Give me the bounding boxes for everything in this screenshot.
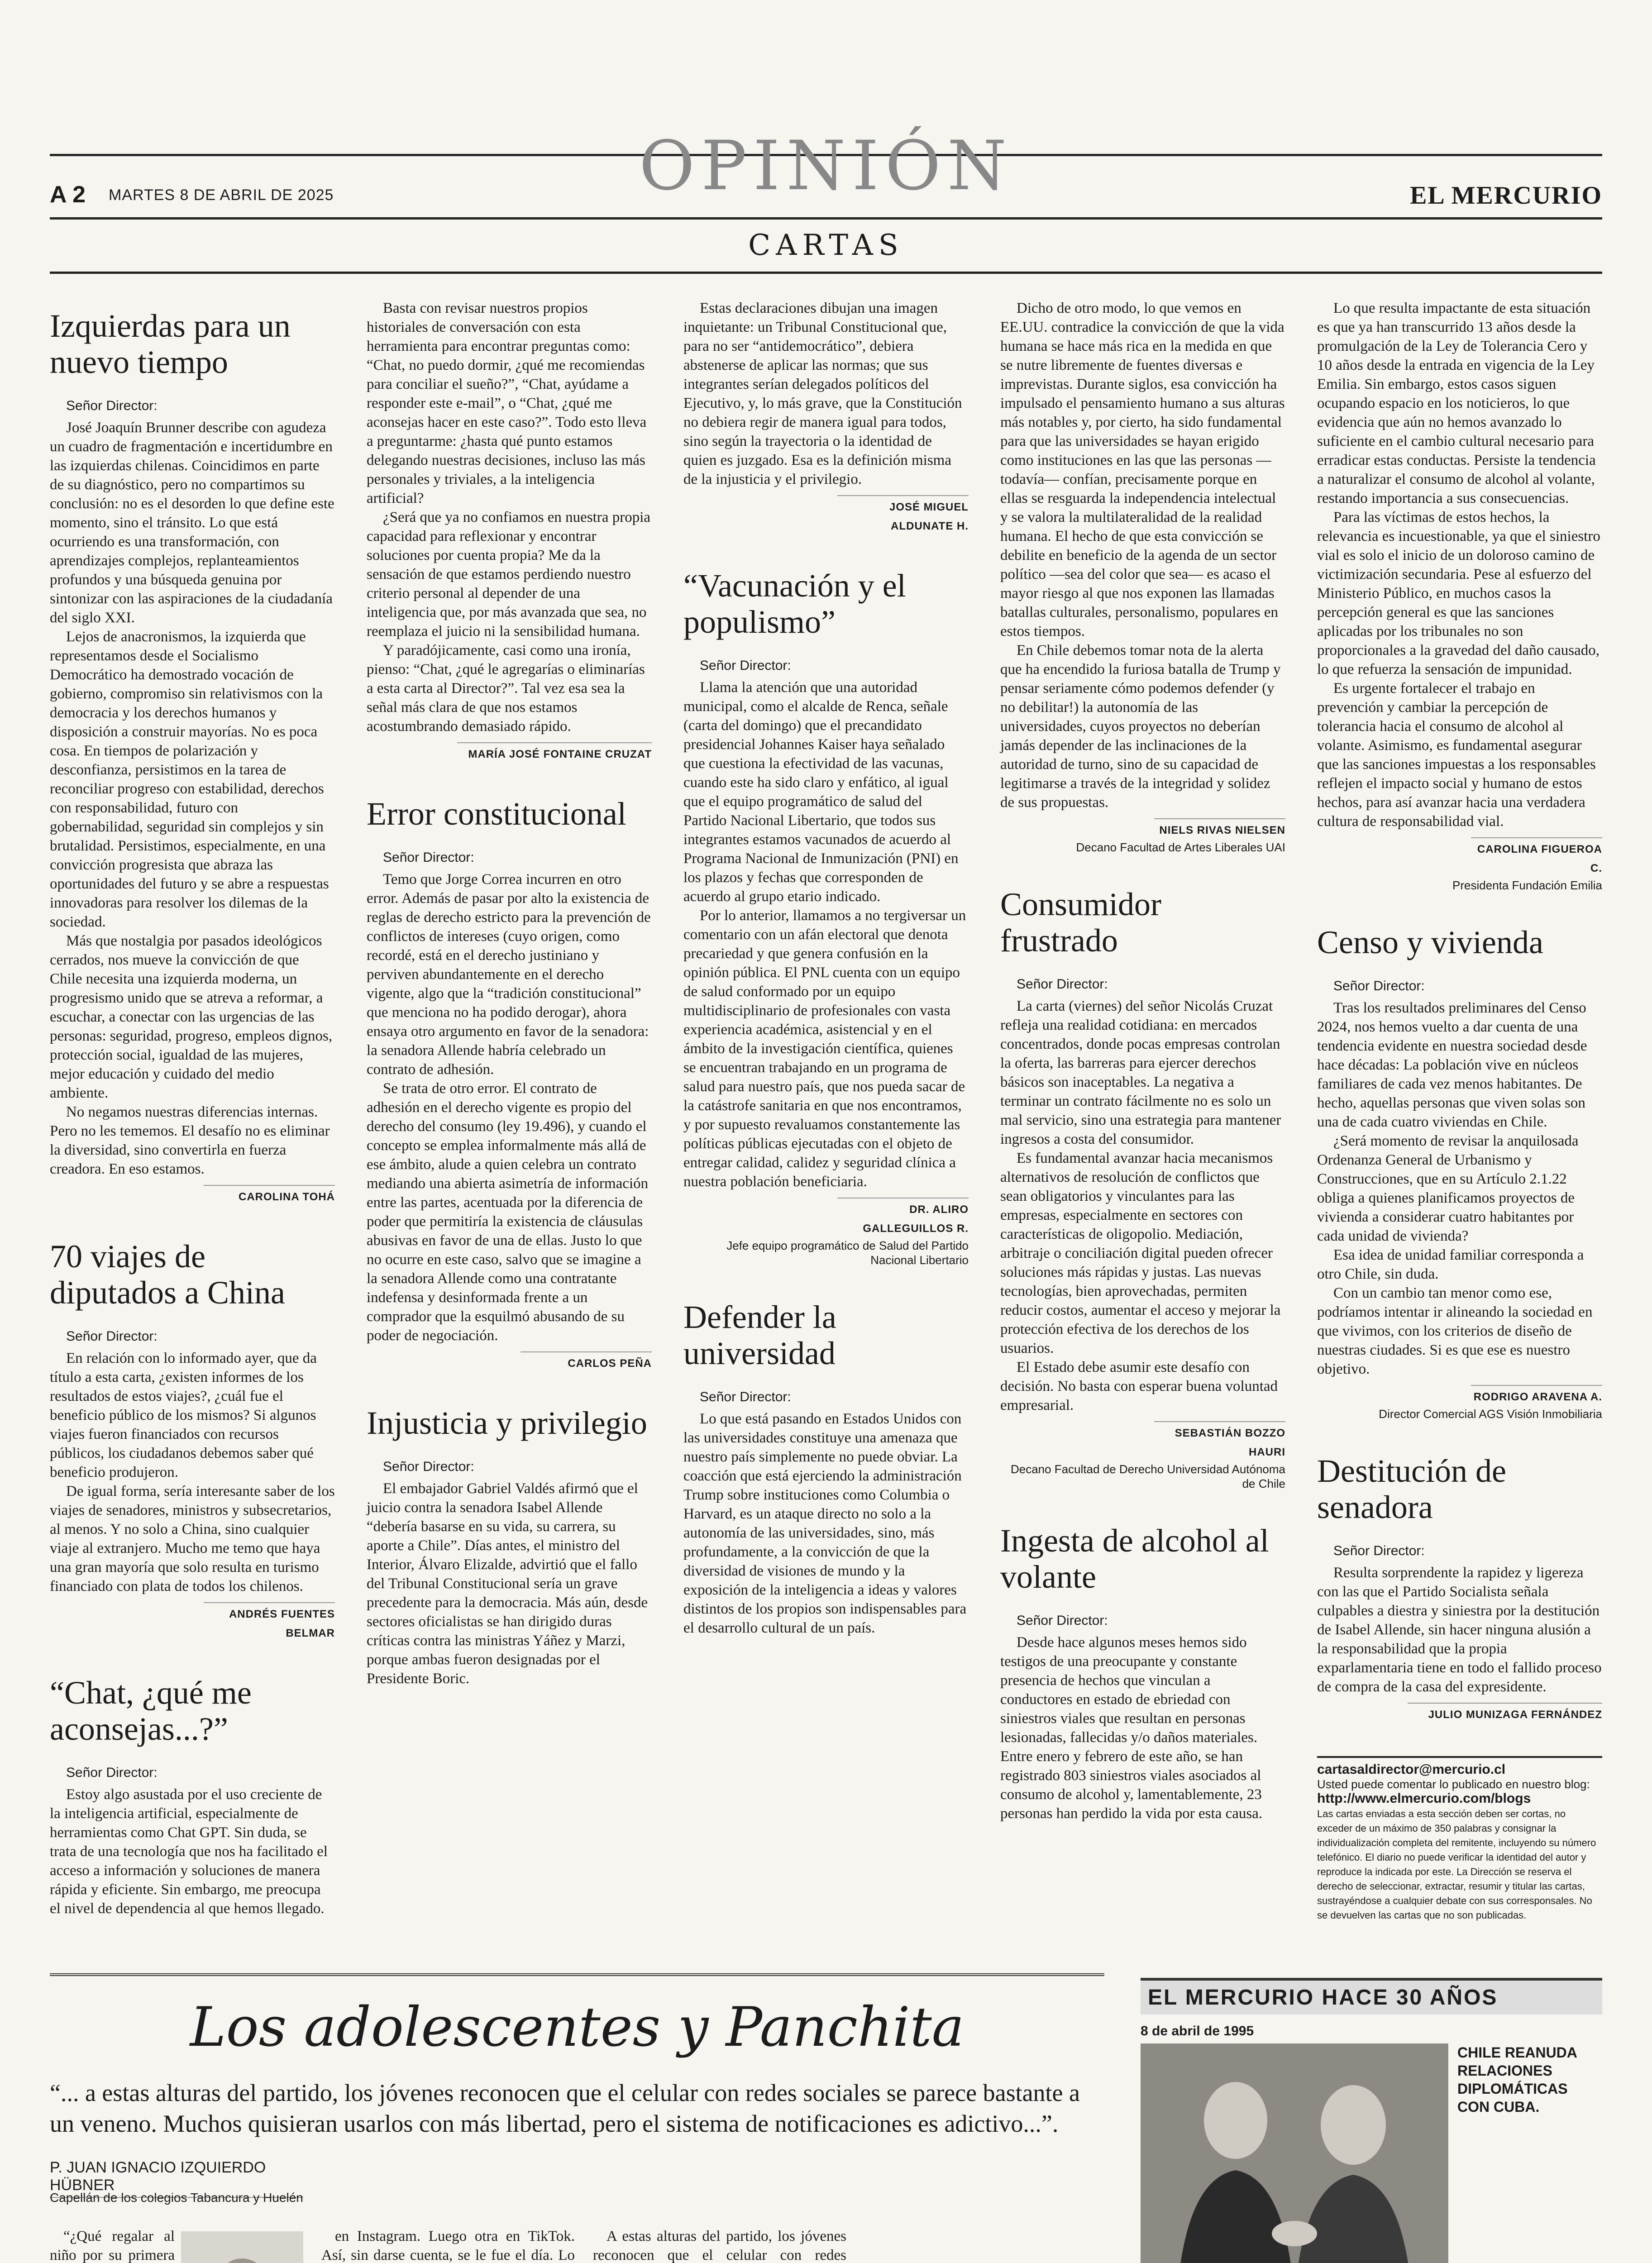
letter-salute: Señor Director:	[383, 850, 474, 865]
column-paragraph: “¿Qué regalar al niño por su primera	[50, 2228, 175, 2263]
letter-paragraph: Para las víctimas de estos hechos, la relevancia es incuestionable, ya que el siniestro vial es solo el inicio de un doloroso camino de victimización secundaria. Pese al esfuerzo del Ministerio Público, en muchos casos la percepción general es que las sanciones aplicadas por los tribunales no son proporcionales a la gravedad del daño causado, lo que refuerza la sensación de impunidad.	[1317, 509, 1600, 678]
letter-paragraph: El embajador Gabriel Valdés afirmó que el juicio contra la senadora Isabel Allende “debería basarse en su vida, su carrera, su aporte a Chile”. Días antes, el ministro del Interior, Álvaro Elizalde, advirtió que el fallo del Tribunal Constitucional sería un grave precedente para la democracia. Más aún, desde sectores oficialistas se han dirigido duras críticas contra las ministras Yáñez y Marzi, porque ambas fueron designadas por el Presidente Boric.	[367, 1480, 648, 1687]
letter-paragraph: Estas declaraciones dibujan una imagen inquietante: un Tribunal Constitucional que, para no ser “antidemocrático”, debiera abstenerse de aplicar las normas; que sus integrantes serían delegados políticos del Ejecutivo, y, lo más grave, que la Constitución no debiera regir de manera igual para todos, sino según la trayectoria o la identidad de quien es juzgado. Esa es la definición misma de la injusticia y el privilegio.	[683, 300, 962, 487]
newspaper-page	[50, 0, 1602, 2263]
letter-paragraph: Resulta sorprendente la rapidez y ligereza con las que el Partido Socialista señala culpables a diestra y siniestra por la destitución de Isabel Allende, sin hacer ninguna alusión a la responsabilidad que la propia exparlamentaria tiene en todo el fallido proceso de compra de la casa del expresidente.	[1317, 1565, 1602, 1695]
letter-salute: Señor Director:	[66, 398, 158, 413]
letter-title: Defender la universidad	[683, 1299, 836, 1371]
author-name: P. JUAN IGNACIO IZQUIERDO HÜBNER	[50, 2159, 303, 2198]
column-paragraph: en Instagram. Luego otra en TikTok. Así, sin darse cuenta, se le fue el día. Lo	[321, 2228, 575, 2263]
letter-paragraph: José Joaquín Brunner describe con agudeza un cuadro de fragmentación e incertidumbre en las izquierdas chilenas. Coincidimos en parte de su diagnóstico, pero no compartimos su conclusión: no es el desorden lo que define este momento, sino el tránsito. Lo que está ocurriendo es una transformación, con aprendizajes complejos, replanteamientos profundos y una búsqueda genuina por sintonizar con las aspiraciones de la ciudadanía del siglo XXI.	[50, 420, 334, 626]
letter-salute: Señor Director:	[1017, 1613, 1108, 1628]
handshake-photo-icon	[1141, 2043, 1448, 2263]
letter	[1000, 1523, 1285, 1823]
letter-title: Ingesta de alcohol al volante	[1000, 1523, 1269, 1595]
author-photo-icon	[181, 2231, 303, 2263]
letter-paragraph: Estoy algo asustada por el uso creciente de la inteligencia artificial, especialmente de herramientas como Chat GPT. Sin duda, se trata de una tecnología que nos ha facilitado el acceso a información y soluciones de manera rápida y eficiente. Sin embargo, me preocupa el nivel de dependencia al que hemos llegado.	[50, 1786, 328, 1917]
letter-salute: Señor Director:	[1333, 979, 1425, 993]
letter-salute: Señor Director:	[700, 1389, 791, 1404]
letter-salute: Señor Director:	[1333, 1543, 1425, 1558]
letter-continued	[1000, 299, 1285, 855]
contact-line: Usted puede comentar lo publicado en nuestro blog:	[1317, 1777, 1590, 1791]
letter	[683, 1299, 969, 1638]
letter-paragraph: Es fundamental avanzar hacia mecanismos alternativos de resolución de conflictos que sean obligatorios y vinculantes para las empresas, especialmente en sectores con características de oligopolio. Mediación, arbitraje o conciliación digital pueden ofrecer soluciones más rápidas y justas. Las nuevas tecnologías, bien aprovechadas, permiten reducir costos, aumentar el acceso y mejorar la protección efectiva de los derechos de los usuarios.	[1000, 1150, 1281, 1356]
letter-signature: CAROLINA TOHÁ	[204, 1185, 335, 1207]
letter	[1000, 886, 1285, 1491]
letter-title: Consumidor frustrado	[1000, 886, 1162, 959]
letter-paragraph: De igual forma, sería interesante saber de los viajes de senadores, ministros y subsecretarios, al menos. Y no solo a China, sino cualquier viaje al extranjero. Mucho me temo que haya una gran mayoría que solo resulta en turismo financiado con plata de todos los chilenos.	[50, 1483, 335, 1595]
letter-signature: CAROLINA FIGUEROA C.	[1471, 837, 1602, 878]
subsection-title: CARTAS	[748, 229, 904, 262]
letter	[50, 1675, 335, 1918]
letter-title: 70 viajes de diputados a China	[50, 1238, 285, 1311]
newspaper-brand: EL MERCURIO	[1410, 181, 1602, 210]
letter-salute: Señor Director:	[1017, 977, 1108, 992]
column-title: Los adolescentes y Panchita	[190, 1996, 964, 2059]
letter-title: Destitución de senadora	[1317, 1453, 1506, 1525]
page-number: A 2	[50, 181, 86, 208]
contact-rules: Las cartas enviadas a esta sección deben ser cortas, no exceder de un máximo de 350 palabras y consignar la individualización completa del remitente, incluyendo su número telefónico. El diario no puede verificar la identidad del autor y reproduce la indicada por este. La Dirección se reserva el derecho de seleccionar, extractar, resumir y titular las cartas, sustrayéndose a cualquier debate con sus corresponsales. No se devuelven las cartas que no son publicadas.	[1317, 1808, 1596, 1921]
history-sidebar	[1141, 1978, 1602, 2263]
contact-email[interactable]: cartasaldirector@mercurio.cl	[1317, 1762, 1506, 1777]
letter-signature: RODRIGO ARAVENA A.	[1471, 1385, 1602, 1407]
letter-signer-role: Decano Facultad de Artes Liberales UAI	[1076, 840, 1285, 854]
author-role: Capellán de los colegios Tabancura y Huelén	[50, 2191, 303, 2205]
letter-title: “Vacunación y el populismo”	[683, 568, 906, 640]
letter-signature: JOSÉ MIGUEL ALDUNATE H.	[837, 495, 969, 536]
letter-title: “Chat, ¿qué me aconsejas...?”	[50, 1675, 252, 1747]
letter-paragraph: En Chile debemos tomar nota de la alerta que ha encendido la furiosa batalla de Trump y pensar seriamente cómo podemos defender (y no debilitar!) la autonomía de las universidades, cuyos proyectos no deberían jamás depender de las inclinaciones de la autoridad de turno, sino de su capacidad de legitimarse a través de la integridad y solidez de sus propuestas.	[1000, 642, 1281, 811]
letter-salute: Señor Director:	[700, 658, 791, 673]
letter-salute: Señor Director:	[66, 1765, 158, 1780]
letters-column-1	[50, 299, 335, 1950]
column-body-1	[50, 2227, 303, 2263]
letter-signer-role: Jefe equipo programático de Salud del Partido Nacional Libertario	[726, 1239, 969, 1267]
letter-continued	[367, 299, 652, 764]
column-pull-quote: “... a estas alturas del partido, los jóvenes reconocen que el celular con redes sociales se parece bastante a un veneno. Muchos quisieran usarlos con más libertad, pero el sistema de notificaciones es adictivo...”.	[50, 2079, 1080, 2137]
lead-story	[1457, 2043, 1602, 2116]
author-portrait	[181, 2231, 303, 2263]
letter-paragraph: Es urgente fortalecer el trabajo en prevención y cambiar la percepción de tolerancia hacia el consumo de alcohol al volante. Asimismo, es fundamental asegurar que las sanciones impuestas a los responsables reflejen el impacto social y humano de estos hechos, para así avanzar hacia una verdadera cultura de responsabilidad vial.	[1317, 680, 1596, 830]
letter-signature: MARÍA JOSÉ FONTAINE CRUZAT	[457, 742, 652, 764]
letter-signature: DR. ALIRO GALLEGUILLOS R.	[837, 1198, 969, 1238]
letter	[50, 308, 335, 1207]
letter-signature: NIELS RIVAS NIELSEN	[1154, 818, 1285, 840]
letter-signature: SEBASTIÁN BOZZO HAURI	[1154, 1421, 1285, 1462]
column-paragraph: A estas alturas del partido, los jóvenes reconocen que el celular con redes	[593, 2228, 846, 2263]
issue-date: MARTES 8 DE ABRIL DE 2025	[109, 186, 334, 204]
column-body-3	[593, 2227, 846, 2263]
letter	[683, 568, 969, 1267]
section-name: OPINIÓN	[639, 127, 1013, 205]
lead-block	[1141, 2043, 1602, 2263]
letter	[1317, 924, 1602, 1421]
letter-paragraph: Tras los resultados preliminares del Censo 2024, nos hemos vuelto a dar cuenta de una tendencia evidente en nuestra sociedad desde hace décadas: La población vive en núcleos familiares de cada vez menos habitantes. De hecho, aquellas personas que viven solas son una de cada cuatro viviendas en Chile.	[1317, 1000, 1587, 1130]
letter	[50, 1238, 335, 1643]
letter-paragraph: Por lo anterior, llamamos a no tergiversar un comentario con un afán electoral que denota precariedad y que genera confusión en la opinión pública. El PNL cuenta con un equipo de salud conformado por un equipo multidisciplinario de profesionales con vasta experiencia académica, asistencial y en el ámbito de la investigación científica, quienes se encuentran trabajando en un programa de salud para nuestro país, que nos pueda sacar de la catástrofe sanitaria en que nos encontramos, y por supuesto revaluamos constantemente las políticas públicas ejecutadas con el objeto de entregar calidad, calidez y seguridad clínica a nuestra población beneficiaria.	[683, 907, 966, 1190]
letter-signature: ANDRÉS FUENTES BELMAR	[204, 1602, 335, 1643]
letter-paragraph: Más que nostalgia por pasados ideológicos cerrados, nos mueve la convicción de que Chile necesita una izquierda moderna, un progresismo unido que se atreva a reformar, a escuchar, a conectar con las urgencias de las personas: seguridad, progreso, empleos dignos, protección social, igualdad de las mujeres, mejor educación y cuidado del medio ambiente.	[50, 933, 333, 1101]
letter-paragraph: Y paradójicamente, casi como una ironía, pienso: “Chat, ¿qué le agregarías o eliminarías a esta carta al Director?”. Tal vez esa sea la señal más clara de que nos estamos acostumbrando demasiado rápido.	[367, 642, 645, 735]
letter-signature: JULIO MUNIZAGA FERNÁNDEZ	[1408, 1703, 1602, 1724]
subsection-rule	[50, 272, 1602, 274]
letter-paragraph: El Estado debe asumir este desafío con decisión. No basta con esperar buena voluntad empresarial.	[1000, 1359, 1278, 1413]
column-separator	[50, 1973, 1104, 1976]
sidebar-date: 8 de abril de 1995	[1141, 2024, 1254, 2039]
letter	[367, 796, 652, 1373]
letter-paragraph: Temo que Jorge Correa incurren en otro error. Además de pasar por alto la existencia de reglas de derecho estricto para la prevención de conflictos de intereses (cuyo origen, como recordé, está en el derecho justiniano y perviven abundantemente en el derecho vigente, algo que la “tradición constitucional” que menciona no ha podido derogar), ahora ensaya otro argumento en favor de la senadora: la senadora Allende habría celebrado un contrato de adhesión.	[367, 871, 651, 1078]
letter-paragraph: Lo que está pasando en Estados Unidos con las universidades constituye una amenaza que nuestro país simplemente no puede obviar. La coacción que está ejerciendo la administración Trump sobre instituciones como Columbia o Harvard, es un ataque directo no solo a la autonomía de las universidades, sino, más profundamente, a la convicción de que la diversidad de visiones de mundo y la exposición de la inteligencia a ideas y valores distintos de los propios son indispensables para el desarrollo cultural de un país.	[683, 1411, 967, 1636]
contact-box	[1317, 1756, 1602, 1922]
letter-paragraph: Con un cambio tan menor como ese, podríamos intentar ir alineando la sociedad en que vivimos, con los criterios de diseño de nuestras ciudades. Si es que ese es nuestro objetivo.	[1317, 1285, 1593, 1377]
letter-paragraph: Lejos de anacronismos, la izquierda que representamos desde el Socialismo Democrático ha demostrado vocación de gobierno, compromiso sin relativismos con la democracia y los derechos humanos y disposición a construir mayorías. No es poca cosa. En tiempos de polarización y desconfianza, persistimos en la tarea de reconciliar progreso con estabilidad, derechos con responsabilidad, futuro con gobernabilidad, seguridad sin complejos y sin brutalidad. Persistimos, especialmente, en una convicción progresista que abraza las oportunidades del futuro y se abre a respuestas innovadoras para resolver los dilemas de la sociedad.	[50, 629, 329, 930]
letter-paragraph: La carta (viernes) del señor Nicolás Cruzat refleja una realidad cotidiana: en mercados concentrados, donde pocas empresas controlan la oferta, las barreras para ejercer derechos básicos son inaceptables. La negativa a terminar un contrato fácilmente no es solo un mal servicio, sino una estrategia para mantener ingresos a costa del consumidor.	[1000, 998, 1281, 1147]
letters-column-2	[367, 299, 652, 1720]
letter-paragraph: En relación con lo informado ayer, que da título a esta carta, ¿existen informes de los resultados de estos viajes?, ¿cuál fue el beneficio público de los mismos? Si algunos viajes fueron financiados con recursos públicos, los ciudadanos debemos saber qué beneficio produjeron.	[50, 1350, 317, 1480]
letter-paragraph: Desde hace algunos meses hemos sido testigos de una preocupante y constante presencia de hechos que vinculan a conductores en estado de ebriedad con siniestros viales que resultan en personas lesionadas, fallecidas y/o daños materiales. Entre enero y febrero de este año, se han registrado 803 siniestros viales asociados al consumo de alcohol y, lamentablemente, 23 personas han perdido la vida por esta causa.	[1000, 1634, 1263, 1822]
letter-signature: CARLOS PEÑA	[520, 1351, 652, 1373]
letter-paragraph: Dicho de otro modo, lo que vemos en EE.UU. contradice la convicción de que la vida humana se hace más rica en la medida en que se nutre libremente de fuentes diversas e imprevistas. Durante siglos, esa convicción ha impulsado el pensamiento humano a sus alturas más notables y, por cierto, ha sido fundamental para que las universidades se hayan erigido como instituciones en las que las personas —todavía— confían, precisamente porque en ellas se resguarda la independencia intelectual y se valora la multilateralidad de la realidad humana. El hecho de que esta convicción se debilite en beneficio de la agenda de un sector político —sea del color que sea— es acaso el mayor riesgo al que nos exponen las llamadas batallas culturales, personalismo, populares en estos tiempos.	[1000, 300, 1285, 640]
letter-paragraph: ¿Será momento de revisar la anquilosada Ordenanza General de Urbanismo y Construcciones, que en su Artículo 2.1.22 obliga a quienes planificamos proyectos de vivienda a considerar cuatro habitantes por cada unidad de vivienda?	[1317, 1133, 1579, 1244]
letter	[1317, 1453, 1602, 1724]
letter-paragraph: Llama la atención que una autoridad municipal, como el alcalde de Renca, señale (carta del domingo) que el precandidato presidencial Johannes Kaiser haya señalado que cuestiona la efectividad de las vacunas, cuando este ha sido claro y enfático, al igual que el equipo programático de salud del Partido Nacional Libertario, que todos sus integrantes estamos vacunados de acuerdo al Programa Nacional de Inmunización (PNI) en los plazos y fechas que corresponden de acuerdo al grupo etario indicado.	[683, 679, 959, 905]
letter-signer-role: Presidenta Fundación Emilia	[1452, 878, 1602, 892]
letter-continued	[683, 299, 969, 536]
letter-signer-role: Director Comercial AGS Visión Inmobiliaria	[1379, 1407, 1602, 1421]
letter-paragraph: No negamos nuestras diferencias internas. Pero no les tememos. El desafío no es eliminar la diversidad, sino convertirla en fuerza creadora. En eso estamos.	[50, 1104, 330, 1177]
letters-column-5	[1317, 299, 1602, 1922]
letter-paragraph: ¿Será que ya no confiamos en nuestra propia capacidad para reflexionar y encontrar soluciones por cuenta propia? Me da la sensación de que estamos perdiendo nuestro criterio personal al depender de una inteligencia que, por más avanzada que sea, no reemplaza el juicio ni la sensibilidad humana.	[367, 509, 651, 640]
letter-salute: Señor Director:	[383, 1459, 474, 1474]
letter-paragraph: Lo que resulta impactante de esta situación es que ya han transcurrido 13 años desde la promulgación de la Ley de Tolerancia Cero y 10 años desde la entrada en vigencia de la Ley Emilia. Sin embargo, estos casos siguen ocupando espacio en los noticieros, lo que evidencia que aún no hemos avanzado lo suficiente en el cambio cultural necesario para erradicar estas conductas. Persiste la tendencia a naturalizar el consumo de alcohol al volante, restando importancia a sus consecuencias.	[1317, 300, 1596, 506]
letter-title: Censo y vivienda	[1317, 924, 1543, 960]
letter-signer-role: Decano Facultad de Derecho Universidad Autónoma de Chile	[1010, 1462, 1285, 1490]
blog-link[interactable]: http://www.elmercurio.com/blogs	[1317, 1791, 1531, 1806]
letter-title: Error constitucional	[367, 796, 626, 832]
letter-salute: Señor Director:	[66, 1329, 158, 1344]
letter-title: Injusticia y privilegio	[367, 1405, 647, 1441]
letter-paragraph: Se trata de otro error. El contrato de adhesión en el derecho vigente es propio del derecho del consumo (ley 19.496), y cuando el concepto se emplea informalmente más allá de ese ámbito, alude a quien celebra un contrato mediando una abierta asimetría de información entre las partes, acentuada por la diferencia de poder que permitiría la existencia de cláusulas abusivas en favor de una de ellas. Justo lo que no ocurre en este caso, salvo que se imagine a la senadora Allende como una contratante indefensa y desinformada frente a un comprador que la esquilmó abusando de su poder de negociación.	[367, 1080, 649, 1344]
sidebar-title: EL MERCURIO HACE 30 AÑOS	[1141, 1978, 1602, 2015]
letters-column-4	[1000, 299, 1285, 1855]
lead-headline: CHILE REANUDA RELACIONES DIPLOMÁTICAS CON CUBA.	[1457, 2044, 1577, 2115]
masthead-rule-bottom	[50, 217, 1602, 220]
historic-photo	[1141, 2043, 1448, 2263]
masthead	[50, 127, 1602, 213]
letter-paragraph: Basta con revisar nuestros propios historiales de conversación con esta herramienta para encontrar preguntas como: “Chat, no puedo dormir, ¿qué me recomiendas para conciliar el sueño?”, “Chat, ayúdame a responder este e-mail”, o “Chat, ¿qué me aconsejas hacer en este caso?”. Todo esto lleva a preguntarme: ¿hasta qué punto estamos delegando nuestras decisiones, incluso las más personales y triviales, a la inteligencia artificial?	[367, 300, 647, 506]
letter-continued	[1317, 299, 1602, 893]
letter-title: Izquierdas para un nuevo tiempo	[50, 308, 291, 380]
letter	[367, 1405, 652, 1688]
column-body-2	[321, 2227, 575, 2263]
letter-paragraph: Esa idea de unidad familiar corresponda a otro Chile, sin duda.	[1317, 1247, 1584, 1282]
letters-column-3	[683, 299, 969, 1669]
